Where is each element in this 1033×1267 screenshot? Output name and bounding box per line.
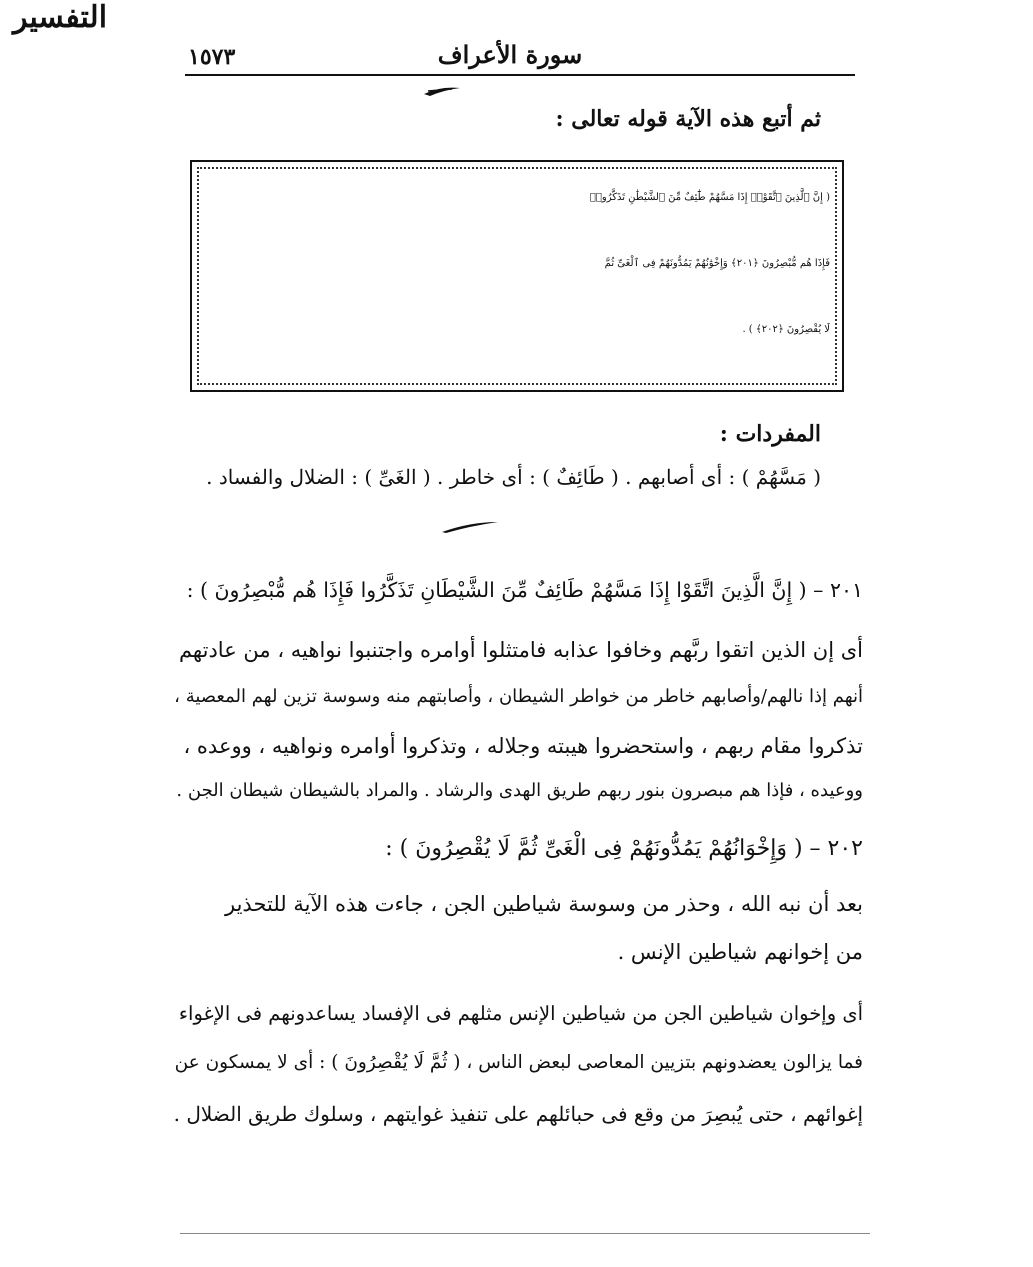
- verse-line-3: لَا يُقْصِرُونَ ﴿٢٠٢﴾ ) .: [742, 324, 830, 335]
- para3-line-1: أى وإخوان شياطين الجن من شياطين الإنس مثلهم فى الإفساد يساعدونهم فى الإغواء: [178, 1002, 863, 1025]
- header-rule: [185, 74, 855, 76]
- verse-line-2: فَإِذَا هُم مُّبْصِرُونَ ﴿٢٠١﴾ وَإِخْوَٰنُهُمْ يَمُدُّونَهُمْ فِى ٱلْغَىِّ ثُمَّ: [604, 258, 830, 269]
- para2-line-2: من إخوانهم شياطين الإنس .: [617, 940, 863, 964]
- ornament-icon: [422, 84, 462, 98]
- tafsir-heading: التفسير: [12, 0, 108, 35]
- para3-line-3: إغوائهم ، حتى يُبصِرَ من وقع فى حبائلهم على تنفيذ غوايتهم ، وسلوك طريق الضلال .: [173, 1102, 863, 1126]
- vocabulary-heading: المفردات :: [719, 421, 821, 447]
- para3-line-2: فما يزالون يعضدونهم بتزيين المعاصى لبعض الناس ، ( ثُمَّ لَا يُقْصِرُونَ ) : أى لا يمسكون عن: [174, 1052, 863, 1073]
- verse-202-reference: ٢٠٢ – ( وَإِخْوَانُهُمْ يَمُدُّونَهُمْ فِى الْغَىِّ ثُمَّ لَا يُقْصِرُونَ ) :: [385, 836, 863, 861]
- page-number: ١٥٧٣: [188, 44, 236, 70]
- heading-swash-icon: [440, 520, 500, 534]
- verse-201-reference: ٢٠١ – ( إِنَّ الَّذِينَ اتَّقَوْا إِذَا مَسَّهُمْ طَائِفٌ مِّنَ الشَّيْطَانِ تَذَكَّرُوا فَإِذَا هُم مُّبْصِرُونَ ) :: [186, 578, 863, 602]
- vocabulary-line: ( مَسَّهُمْ ) : أى أصابهم . ( طَائِفٌ ) : أى خاطر . ( الغَىِّ ) : الضلال والفساد .: [206, 465, 821, 489]
- verse-line-1: ( إِنَّ ٱلَّذِينَ ٱتَّقَوْا۟ إِذَا مَسَّهُمْ طَٰٓئِفٌ مِّنَ ٱلشَّيْطَٰنِ تَذَكَّرُوا۟: [589, 192, 830, 203]
- running-title: سورة الأعراف: [437, 40, 583, 69]
- para1-line-3: تذكروا مقام ربهم ، واستحضروا هيبته وجلاله ، وتذكروا أوامره ونواهيه ، ووعده ،: [183, 734, 863, 758]
- para1-line-4: ووعيده ، فإذا هم مبصرون بنور ربهم طريق الهدى والرشاد . والمراد بالشيطان شيطان الجن .: [176, 780, 863, 801]
- intro-text: ثم أتبع هذه الآية قوله تعالى :: [555, 106, 821, 132]
- verse-box: [190, 160, 844, 392]
- para2-line-1: بعد أن نبه الله ، وحذر من وسوسة شياطين الجن ، جاءت هذه الآية للتحذير: [225, 892, 863, 916]
- bottom-rule: [180, 1233, 870, 1234]
- para1-line-1: أى إن الذين اتقوا ربَّهم وخافوا عذابه فامتثلوا أوامره واجتنبوا نواهيه ، من عادتهم: [178, 638, 863, 662]
- para1-line-2: أنهم إذا نالهم/وأصابهم خاطر من خواطر الشيطان ، وأصابتهم منه وسوسة تزين لهم المعصية ،: [174, 686, 863, 707]
